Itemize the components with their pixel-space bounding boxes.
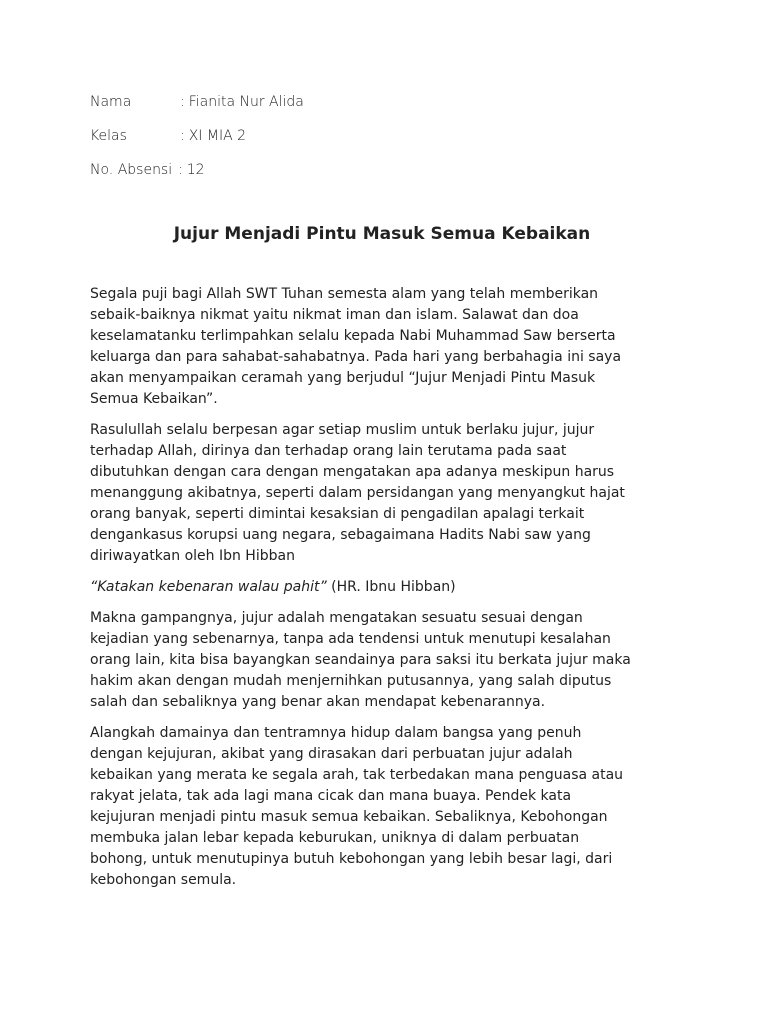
paragraph-hadith-quote bbox=[90, 577, 680, 598]
text-line: sebaik-baiknya nikmat yaitu nikmat iman dan islam. Salawat dan doa bbox=[90, 307, 579, 323]
paragraph-opening bbox=[90, 284, 680, 410]
text-line: kebohongan semula. bbox=[90, 872, 237, 888]
text-line: menanggung akibatnya, seperti dalam persidangan yang menyangkut hajat bbox=[90, 485, 625, 501]
text-line: bohong, untuk menutupinya butuh kebohongan yang lebih besar lagi, dari bbox=[90, 851, 613, 867]
hadith-source: (HR. Ibnu Hibban) bbox=[326, 579, 456, 595]
text-line: kebaikan yang merata ke segala arah, tak terbedakan mana penguasa atau bbox=[90, 767, 624, 783]
info-value: Fianita Nur Alida bbox=[188, 94, 304, 110]
text-line: terhadap Allah, dirinya dan terhadap orang lain terutama pada saat bbox=[90, 443, 567, 459]
text-line: orang banyak, seperti dimintai kesaksian di pengadilan apalagi terkait bbox=[90, 506, 585, 522]
text-line: keselamatanku terlimpahkan selalu kepada Nabi Muhammad Saw berserta bbox=[90, 328, 616, 344]
text-line: Makna gampangnya, jujur adalah mengatakan sesuatu sesuai dengan bbox=[90, 610, 583, 626]
text-line: kejujuran menjadi pintu masuk semua kebaikan. Sebaliknya, Kebohongan bbox=[90, 809, 608, 825]
info-label: No. Absensi bbox=[90, 162, 173, 178]
text-line: Rasulullah selalu berpesan agar setiap muslim untuk berlaku jujur, jujur bbox=[90, 422, 595, 438]
text-line: orang lain, kita bisa bayangkan seandainya para saksi itu berkata jujur maka bbox=[90, 652, 631, 668]
text-line: dengan kejujuran, akibat yang dirasakan dari perbuatan jujur adalah bbox=[90, 746, 573, 762]
info-label: Kelas bbox=[90, 128, 127, 144]
text-line: dengankasus korupsi uang negara, sebagaimana Hadits Nabi saw yang bbox=[90, 527, 591, 543]
info-separator: : bbox=[178, 162, 183, 178]
info-label: Nama bbox=[90, 94, 132, 110]
text-line: akan menyampaikan ceramah yang berjudul “Jujur Menjadi Pintu Masuk bbox=[90, 370, 596, 386]
text-line: keluarga dan para sahabat-sahabatnya. Pada hari yang berbahagia ini saya bbox=[90, 349, 622, 365]
paragraph-rasulullah bbox=[90, 420, 680, 567]
text-line bbox=[90, 577, 680, 598]
document-title: Jujur Menjadi Pintu Masuk Semua Kebaikan bbox=[173, 224, 591, 244]
text-line: Alangkah damainya dan tentramnya hidup dalam bangsa yang penuh bbox=[90, 725, 582, 741]
text-line: rakyat jelata, tak ada lagi mana cicak dan mana buaya. Pendek kata bbox=[90, 788, 572, 804]
info-row-absensi bbox=[90, 160, 690, 180]
info-row-nama bbox=[90, 92, 690, 112]
document-body bbox=[90, 284, 680, 891]
info-separator: : bbox=[180, 128, 185, 144]
text-line: membuka jalan lebar kepada keburukan, uniknya di dalam perbuatan bbox=[90, 830, 580, 846]
info-value: 12 bbox=[186, 162, 205, 178]
text-line: salah dan sebaliknya yang benar akan mendapat kebenarannya. bbox=[90, 694, 546, 710]
text-line: hakim akan dengan mudah menjernihkan putusannya, yang salah diputus bbox=[90, 673, 612, 689]
text-line: Segala puji bagi Allah SWT Tuhan semesta alam yang telah memberikan bbox=[90, 286, 599, 302]
text-line: diriwayatkan oleh Ibn Hibban bbox=[90, 548, 295, 564]
document-page bbox=[90, 92, 690, 901]
info-separator: : bbox=[180, 94, 185, 110]
info-row-kelas bbox=[90, 126, 690, 146]
info-value: XI MIA 2 bbox=[188, 128, 247, 144]
text-line: dibutuhkan dengan cara dengan mengatakan apa adanya meskipun harus bbox=[90, 464, 615, 480]
hadith-quote: “Katakan kebenaran walau pahit” bbox=[90, 579, 327, 595]
text-line: Semua Kebaikan”. bbox=[90, 391, 218, 407]
paragraph-makna bbox=[90, 608, 680, 713]
paragraph-alangkah bbox=[90, 723, 680, 891]
text-line: kejadian yang sebenarnya, tanpa ada tendensi untuk menutupi kesalahan bbox=[90, 631, 611, 647]
